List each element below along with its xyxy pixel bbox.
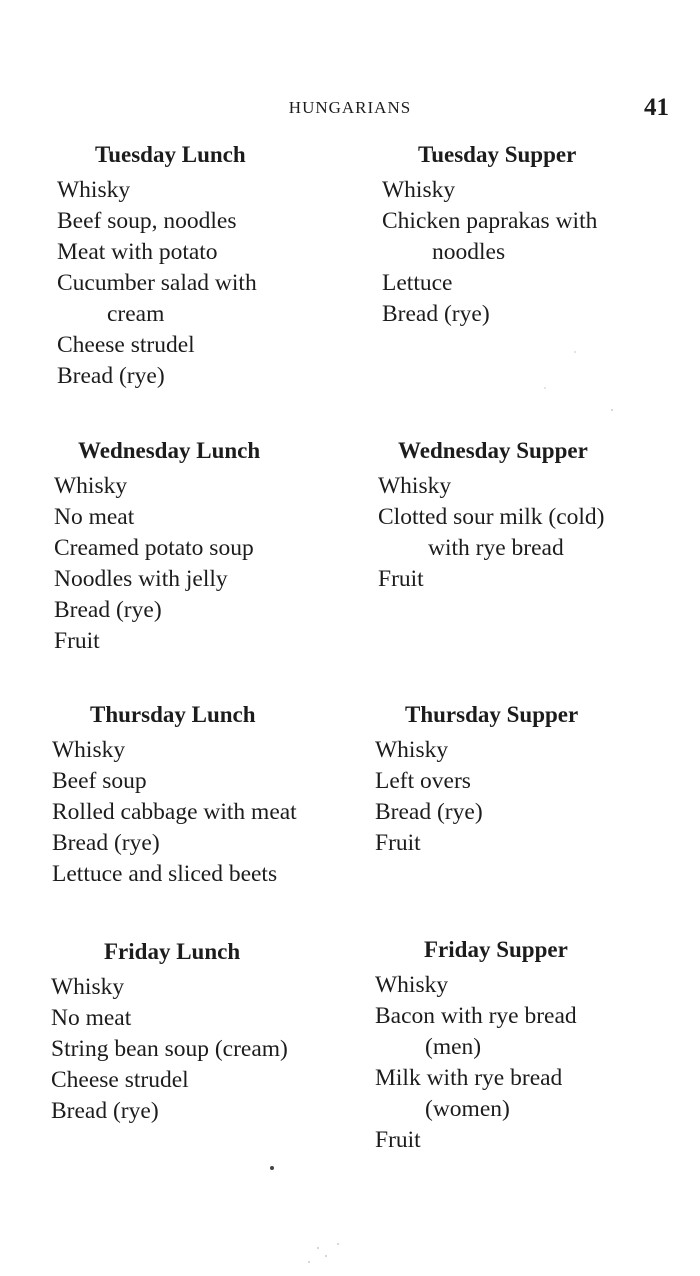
menu-items: [57, 175, 257, 392]
menu-title: Friday Lunch: [104, 939, 241, 964]
menu-item: Whisky: [54, 473, 128, 499]
menu-item: Cheese strudel: [57, 332, 195, 358]
menu-item: Bread (rye): [51, 1098, 159, 1124]
menu-items: [378, 471, 605, 595]
speck: [611, 409, 613, 411]
menu-item: Milk with rye bread: [375, 1065, 563, 1091]
menu-tuesday-supper: [382, 140, 597, 330]
menu-friday-supper: [375, 935, 577, 1156]
menu-thursday-supper: [375, 700, 578, 859]
menu-item-continuation: with rye bread: [428, 535, 564, 561]
menu-wednesday-lunch: [54, 436, 260, 657]
menu-item: Clotted sour milk (cold): [378, 504, 605, 530]
menu-item: String bean soup (cream): [51, 1036, 288, 1062]
speck: [574, 351, 576, 353]
menu-thursday-lunch: [52, 700, 297, 890]
menu-item: Fruit: [378, 566, 424, 592]
menu-item: Whisky: [52, 737, 126, 763]
speck: [270, 1166, 274, 1170]
menu-item-continuation: cream: [107, 301, 165, 327]
menu-item: Whisky: [57, 177, 131, 203]
menu-items: [51, 972, 288, 1127]
menu-item: Chicken paprakas with: [382, 208, 598, 234]
menu-title: Thursday Lunch: [90, 702, 256, 727]
menu-title: Thursday Supper: [405, 702, 579, 727]
menu-items: [382, 175, 597, 330]
menu-items: [375, 970, 577, 1156]
speck: [308, 1261, 310, 1263]
menu-item: Meat with potato: [57, 239, 218, 265]
menu-item: Cheese strudel: [51, 1067, 189, 1093]
menu-item: Bread (rye): [382, 301, 490, 327]
menu-item: Whisky: [375, 737, 449, 763]
menu-item: Whisky: [51, 974, 125, 1000]
menu-item: Whisky: [382, 177, 456, 203]
menu-item: Lettuce and sliced beets: [52, 861, 278, 887]
menu-item: Beef soup, noodles: [57, 208, 237, 234]
page-number: 41: [644, 94, 669, 121]
menu-item-continuation: noodles: [432, 239, 506, 265]
menu-item: Fruit: [375, 1127, 421, 1153]
menu-title: Wednesday Lunch: [78, 438, 261, 463]
speck: [317, 1247, 319, 1249]
menu-item: Bread (rye): [375, 799, 483, 825]
running-head: HUNGARIANS: [288, 98, 412, 117]
menu-item: Rolled cabbage with meat: [52, 799, 297, 825]
menu-item: No meat: [54, 504, 135, 530]
menu-item: Cucumber salad with: [57, 270, 257, 296]
menu-item: Noodles with jelly: [54, 566, 228, 592]
speck: [325, 1255, 327, 1257]
menu-item: Bacon with rye bread: [375, 1003, 577, 1029]
menu-item: Bread (rye): [52, 830, 160, 856]
menu-items: [375, 735, 578, 859]
menu-item: Left overs: [375, 768, 471, 794]
menu-title: Wednesday Supper: [398, 438, 588, 463]
menu-item-continuation: (women): [425, 1096, 510, 1122]
menu-item: Fruit: [54, 628, 100, 654]
menu-item: Whisky: [378, 473, 452, 499]
speck: [337, 1243, 339, 1245]
menu-item: Bread (rye): [57, 363, 165, 389]
menu-title: Tuesday Lunch: [95, 142, 246, 167]
menu-item: No meat: [51, 1005, 132, 1031]
menu-tuesday-lunch: [57, 140, 257, 392]
menu-item: Beef soup: [52, 768, 147, 794]
menu-items: [52, 735, 297, 890]
speck: [544, 387, 546, 389]
menu-title: Friday Supper: [424, 937, 568, 962]
menu-items: [54, 471, 260, 657]
menu-item: Bread (rye): [54, 597, 162, 623]
menu-item-continuation: (men): [425, 1034, 482, 1060]
menu-item: Creamed potato soup: [54, 535, 254, 561]
menu-item: Lettuce: [382, 270, 453, 296]
menu-item: Fruit: [375, 830, 421, 856]
menu-friday-lunch: [51, 937, 288, 1127]
menu-title: Tuesday Supper: [418, 142, 577, 167]
menu-wednesday-supper: [378, 436, 605, 595]
menu-item: Whisky: [375, 972, 449, 998]
